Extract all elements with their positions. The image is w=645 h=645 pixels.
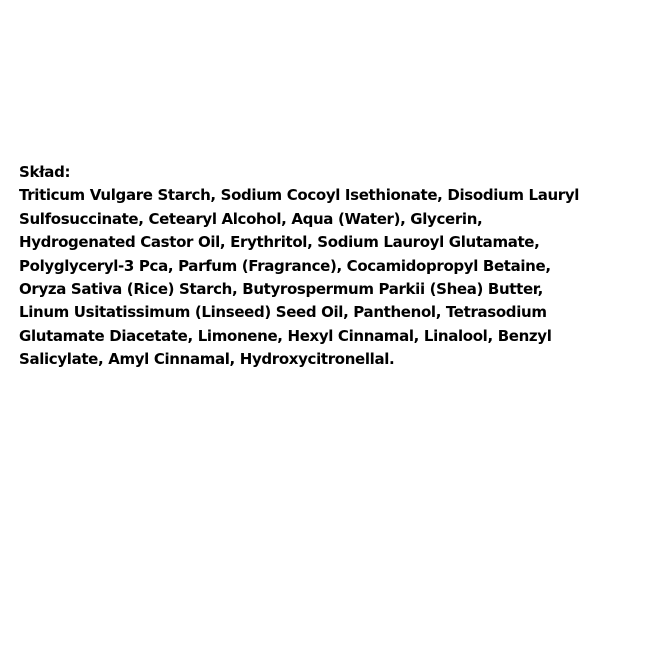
ingredients-line-4: Polyglyceryl-3 Pca, Parfum (Fragrance), Cocamidopropyl Betaine, [19, 256, 551, 275]
ingredients-line-6: Linum Usitatissimum (Linseed) Seed Oil, Panthenol, Tetrasodium [19, 303, 547, 322]
ingredients-heading: Skład: [19, 163, 71, 181]
ingredients-line-7: Glutamate Diacetate, Limonene, Hexyl Cinnamal, Linalool, Benzyl [19, 326, 552, 345]
ingredients-line-8: Salicylate, Amyl Cinnamal, Hydroxycitronellal. [19, 350, 395, 369]
ingredients-line-1: Triticum Vulgare Starch, Sodium Cocoyl Isethionate, Disodium Lauryl [19, 186, 580, 205]
ingredients-line-2: Sulfosuccinate, Cetearyl Alcohol, Aqua (Water), Glycerin, [19, 209, 483, 228]
ingredients-line-5: Oryza Sativa (Rice) Starch, Butyrospermum Parkii (Shea) Butter, [19, 280, 543, 299]
ingredients-line-3: Hydrogenated Castor Oil, Erythritol, Sodium Lauroyl Glutamate, [19, 233, 540, 252]
ingredients-text-block [19, 161, 619, 372]
